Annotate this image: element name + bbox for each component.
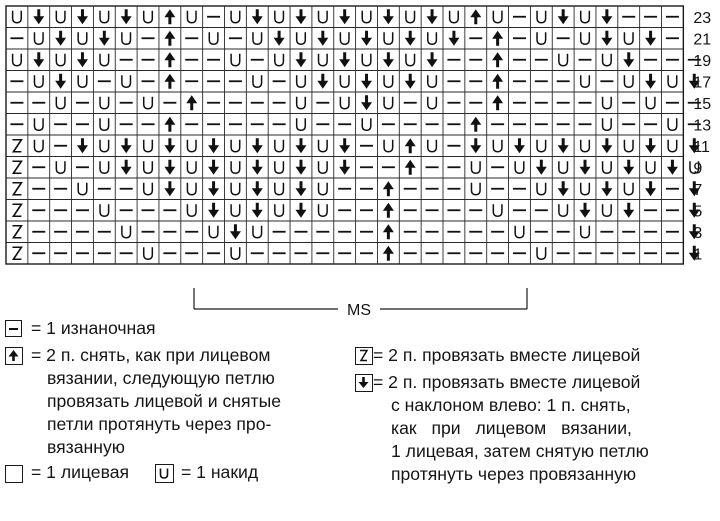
row-number: 13 [693,117,712,135]
legend-k2tog-text: = 2 п. провязать вместе лицевой [373,345,641,365]
purl-dash-symbol-icon [9,328,18,330]
legend-slip-line-2: вязании, следующую петлю [47,368,275,388]
row-number: 7 [693,181,703,199]
legend-purl-box [5,320,22,337]
ms-bracket [194,288,527,319]
ssk-down-arrow-icon [356,375,371,390]
legend-k2tog-box [355,347,373,365]
legend-ssk-line-5: протянуть через провязанную [391,464,637,484]
legend-ssk-line-3: как при лицевом вязании, [391,418,632,438]
row-number: 11 [693,138,710,156]
ms-label: MS [347,302,371,319]
row-numbers [693,10,711,264]
row-number: 9 [693,160,703,178]
double-decrease-arrow-icon [6,348,21,363]
legend-knit-text: = 1 лицевая [31,462,130,482]
row-number: 17 [693,74,712,92]
legend-ssk-line-4: 1 лицевая, затем снятую петлю [391,441,649,461]
yarn-over-u-icon [156,465,172,481]
legend-yarnover-box [155,464,174,483]
row-number: 15 [693,95,712,113]
k2tog-icon [356,348,371,363]
legend-slip-line-1: = 2 п. снять, как при лицевом [31,345,271,365]
row-number: 19 [693,52,712,70]
legend-ssk-line-2: с наклоном влево: 1 п. снять, [391,395,631,415]
legend-slip-line-3: провязать лицевой и снятые [47,391,282,411]
legend-purl-text: = 1 изнаночная [31,318,156,338]
row-number: 1 [693,246,703,264]
legend-slip-line-5: вязанную [47,437,125,457]
row-number: 23 [693,9,712,27]
legend-yarnover-text: = 1 накид [181,462,259,482]
legend-ssk-box [355,374,373,392]
row-number: 3 [693,224,703,242]
row-number: 5 [693,203,703,221]
legend-ssk-line-1: = 2 п. провязать вместе лицевой [373,372,641,392]
row-number: 21 [693,31,712,49]
legend-slip-line-4: петли протянуть через про- [47,414,272,434]
legend-slip-box [5,347,23,365]
legend-knit-box [5,465,23,483]
